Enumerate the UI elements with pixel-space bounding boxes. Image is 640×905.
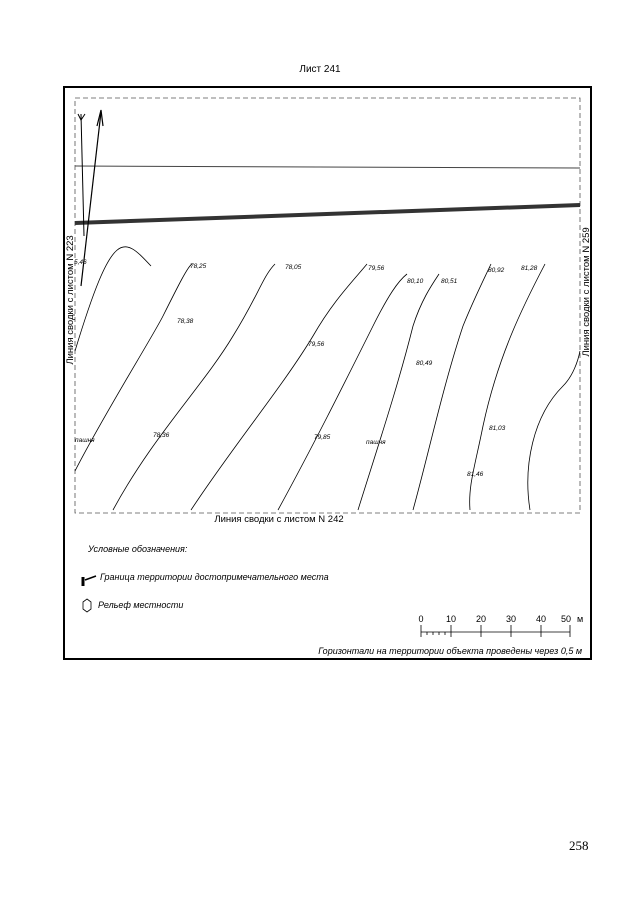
- edge-label-right: Линия сводки с листом N 259: [581, 227, 592, 357]
- contour-label: 79,56: [308, 341, 325, 348]
- legend-item-label: Граница территории достопримечательного места: [100, 572, 329, 582]
- contour-label: 80,10: [407, 278, 424, 285]
- contour-interval-note: Горизонтали на территории объекта проведены через 0,5 м: [318, 646, 582, 656]
- contour-label: 81,28: [521, 265, 538, 272]
- legend-title: Условные обозначения:: [88, 544, 188, 554]
- contour-label: 78,36: [153, 432, 170, 439]
- map-canvas: [63, 86, 592, 660]
- land-label: пашня: [366, 439, 386, 446]
- contour-label: 80,51: [441, 278, 458, 285]
- contour-label: 5,46: [74, 259, 87, 266]
- land-label: пашня: [75, 437, 95, 444]
- legend-item-label: Рельеф местности: [98, 600, 184, 610]
- edge-label-bottom: Линия сводки с листом N 242: [214, 514, 344, 525]
- contour-label: 79,56: [368, 265, 385, 272]
- contour-label: 78,05: [285, 264, 302, 271]
- contour-label: 81,03: [489, 425, 506, 432]
- scale-tick-label: 10: [445, 614, 457, 624]
- sheet-boundary: [75, 98, 580, 513]
- contour-line: [528, 351, 580, 510]
- scale-bar: [421, 625, 570, 637]
- page-number: 258: [569, 838, 589, 853]
- scale-tick-label: 50: [560, 614, 572, 624]
- relief-icon: [83, 599, 91, 612]
- scale-tick-label: 40: [535, 614, 547, 624]
- scale-tick-label: 20: [475, 614, 487, 624]
- edge-label-left: Линия сводки с листом N 223: [65, 235, 76, 365]
- contour-line: [358, 274, 439, 510]
- scale-tick-label: 0: [418, 614, 424, 624]
- scale-unit: м: [577, 614, 584, 624]
- contour-line: [278, 274, 407, 510]
- thin-boundary-line: [75, 166, 580, 168]
- contour-line: [191, 264, 367, 510]
- scale-tick-label: 30: [505, 614, 517, 624]
- contour-label: 79,85: [314, 434, 331, 441]
- contour-line: [113, 264, 275, 510]
- contour-label: 78,38: [177, 318, 194, 325]
- boundary-icon: [83, 576, 96, 586]
- sheet-title: Лист 241: [299, 64, 341, 75]
- contour-label: 80,49: [416, 360, 433, 367]
- contour-label: 80,92: [488, 267, 505, 274]
- contour-label: 78,25: [190, 263, 207, 270]
- contour-label: 81,46: [467, 471, 484, 478]
- territory-boundary-line: [75, 205, 580, 223]
